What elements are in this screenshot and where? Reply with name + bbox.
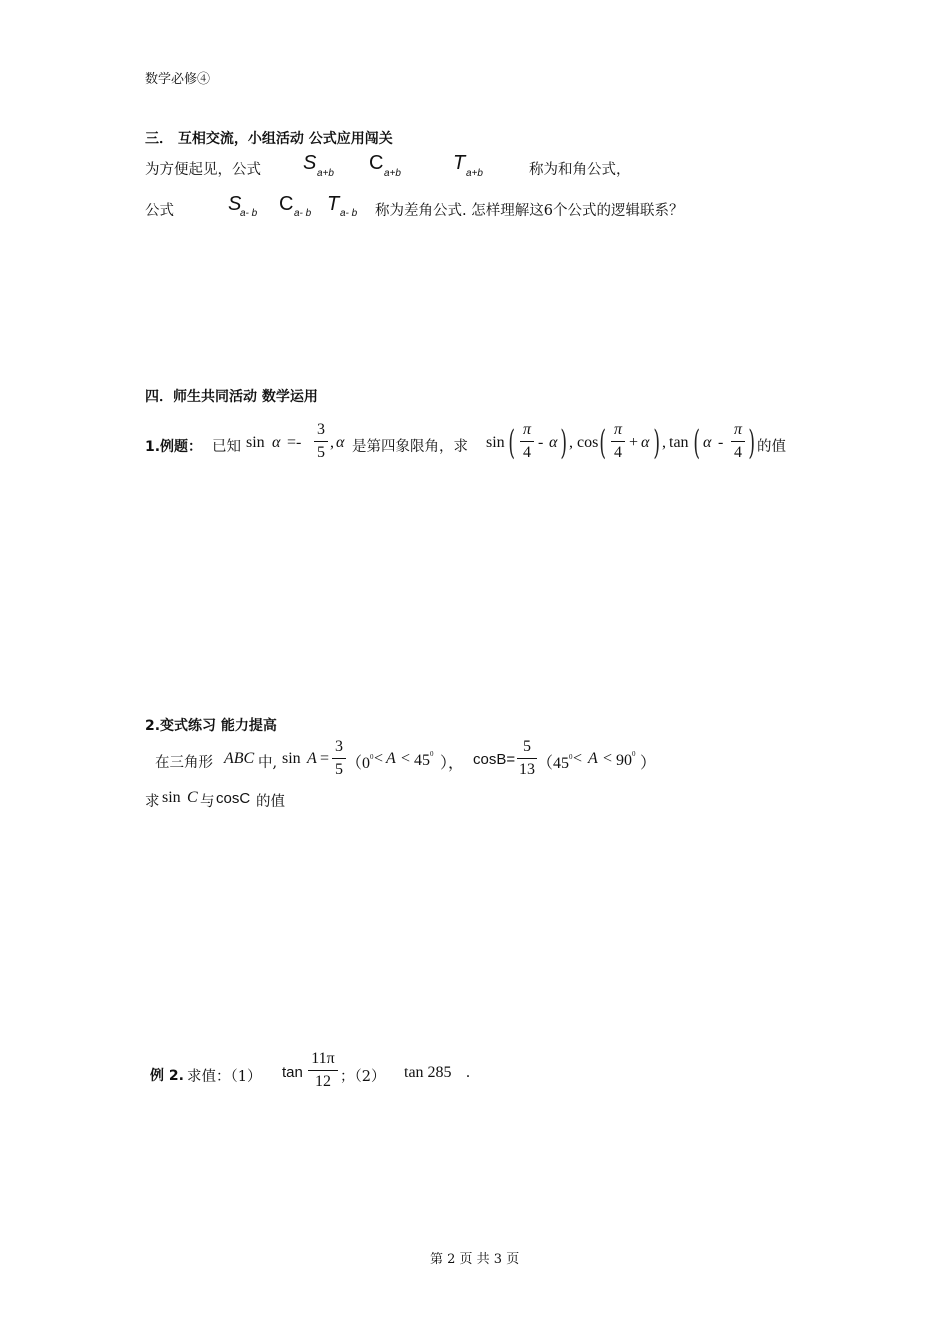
- variant-sinC-sin: sin: [162, 789, 181, 806]
- expr1-comma: ,: [569, 434, 573, 451]
- expr1-minus: -: [538, 434, 544, 451]
- page-header: 数学必修④: [145, 72, 211, 87]
- formula-C-diff-sub: a- b: [294, 208, 312, 219]
- expr3-tan: tan: [669, 434, 689, 451]
- variant-line2-prefix: 求: [145, 794, 160, 810]
- expr1-right-paren: ): [560, 423, 567, 463]
- formula-C-sum-sub: a+b: [384, 168, 401, 179]
- example-1-text2: 是第四象限角，求: [352, 439, 468, 455]
- variant-cond1-lt2: <: [401, 750, 411, 767]
- formula-T-sum-sub: a+b: [466, 168, 483, 179]
- variant-zhong: 中,: [258, 755, 278, 771]
- fraction-bar: [332, 758, 346, 759]
- fraction-numerator: 3: [317, 421, 325, 438]
- fraction-denominator: 4: [614, 444, 622, 461]
- formula-T-diff: T: [327, 193, 340, 215]
- expr2-plus: +: [629, 434, 639, 451]
- variant-cosC: cosC: [216, 790, 251, 807]
- expr1-alpha: α: [549, 434, 558, 451]
- expr3-left-paren: (: [693, 423, 700, 463]
- expr1-sin: sin: [486, 434, 505, 451]
- example-2-sep: ；（2）: [340, 1069, 386, 1085]
- variant-cond1-lt1: <: [374, 750, 384, 767]
- expr3-alpha: α: [703, 434, 712, 451]
- formula-S-diff: S: [228, 193, 242, 215]
- example-2-label: 例 2.: [150, 1068, 184, 1084]
- fraction-numerator: 5: [523, 738, 531, 755]
- expr1-left-paren: (: [508, 423, 515, 463]
- expr3-right-paren: ): [748, 423, 755, 463]
- variant-fraction-3-5: [332, 738, 346, 779]
- section-3-line2-suffix: 称为差角公式. 怎样理解这6个公式的逻辑联系？: [375, 203, 684, 219]
- expr2-comma: ,: [662, 434, 666, 451]
- expr2-right-paren: ): [653, 423, 660, 463]
- expr2-cos: cos: [577, 434, 599, 451]
- section-3-line2-prefix: 公式: [145, 203, 174, 219]
- example-1-label: 1.例题：: [145, 439, 203, 455]
- fraction-denominator: 5: [335, 761, 343, 778]
- fraction-bar: [520, 441, 534, 442]
- fraction-numerator: 3: [335, 738, 343, 755]
- fraction-numerator: π: [613, 421, 622, 438]
- expr2-fraction: [611, 421, 625, 462]
- example-1-alpha: α: [272, 434, 281, 451]
- formula-C-diff: C: [279, 193, 294, 215]
- example-1-alpha-2: α: [336, 434, 345, 451]
- page-footer: 第 2 页 共 3 页: [430, 1252, 520, 1267]
- variant-cond2-A: A: [588, 750, 598, 767]
- variant-abc: ABC: [224, 750, 255, 767]
- example-2-tan: tan: [282, 1064, 303, 1081]
- formula-T-sum: T: [453, 152, 466, 174]
- formula-S-sum-sub: a+b: [317, 168, 334, 179]
- variant-line2-end: 的值: [256, 794, 285, 810]
- variant-close-comma: ），: [440, 755, 465, 772]
- variant-in-triangle: 在三角形: [155, 755, 213, 771]
- example-1-eq-minus: =-: [287, 434, 302, 451]
- example-1-end: 的值: [757, 439, 786, 455]
- fraction-numerator: 11π: [311, 1050, 335, 1067]
- fraction-bar: [611, 441, 625, 442]
- expr2-alpha: α: [641, 434, 650, 451]
- fraction-denominator: 4: [734, 444, 742, 461]
- variant-cond2-lt2: <: [603, 750, 613, 767]
- example-1-fraction: [314, 421, 328, 462]
- fraction-denominator: 4: [523, 444, 531, 461]
- example-2-tan285: tan 285: [404, 1064, 452, 1081]
- example-1-sin: sin: [246, 434, 265, 451]
- formula-S-diff-sub: a- b: [240, 208, 258, 219]
- variant-cond2-open: （$45^0$: [537, 753, 573, 772]
- formula-C-sum: C: [369, 152, 384, 174]
- fraction-bar: [731, 441, 745, 442]
- variant-cond2-end: $90^0$: [616, 750, 636, 769]
- formula-T-diff-sub: a- b: [340, 208, 358, 219]
- example-2-end: .: [466, 1064, 470, 1081]
- variant-fraction-5-13: [517, 738, 537, 779]
- fraction-numerator: π: [733, 421, 742, 438]
- example-1-text1: 已知: [212, 439, 241, 455]
- variant-cond2-lt1: <: [573, 750, 583, 767]
- variant-cond1-A: A: [386, 750, 396, 767]
- fraction-denominator: 12: [315, 1073, 331, 1090]
- fraction-bar: [308, 1070, 338, 1071]
- variant-cosB: cosB=: [473, 751, 516, 768]
- variant-cond1-open: （$0^0$: [346, 753, 374, 772]
- section-4-title: 四．师生共同活动 数学运用: [145, 389, 318, 405]
- expr3-fraction: [731, 421, 745, 462]
- fraction-denominator: 13: [519, 761, 535, 778]
- section-3-line1-suffix: 称为和角公式，: [529, 162, 631, 178]
- example-2-text: 求值：（1）: [187, 1069, 262, 1085]
- variant-line2-mid: 与: [200, 794, 215, 810]
- variant-sin: sin: [282, 750, 301, 767]
- fraction-denominator: 5: [317, 444, 325, 461]
- section-3-title: 三． 互相交流，小组活动 公式应用闯关: [145, 131, 393, 147]
- expr2-left-paren: (: [599, 423, 606, 463]
- fraction-bar: [517, 758, 537, 759]
- fraction-numerator: π: [522, 421, 531, 438]
- variant-sinC-C: C: [187, 789, 198, 806]
- example-1-comma: ,: [330, 434, 334, 451]
- formula-S-sum: S: [303, 152, 317, 174]
- example-2-fraction: [308, 1050, 338, 1091]
- variant-eq: =: [320, 750, 330, 767]
- expr3-minus: -: [718, 434, 724, 451]
- variant-title: 2.变式练习 能力提高: [145, 718, 277, 734]
- fraction-bar: [314, 441, 328, 442]
- variant-A: A: [307, 750, 317, 767]
- variant-close: ）: [640, 755, 657, 772]
- expr1-fraction: [520, 421, 534, 462]
- variant-cond1-end: $45^0$: [414, 750, 434, 769]
- section-3-line1-prefix: 为方便起见，公式: [145, 162, 261, 178]
